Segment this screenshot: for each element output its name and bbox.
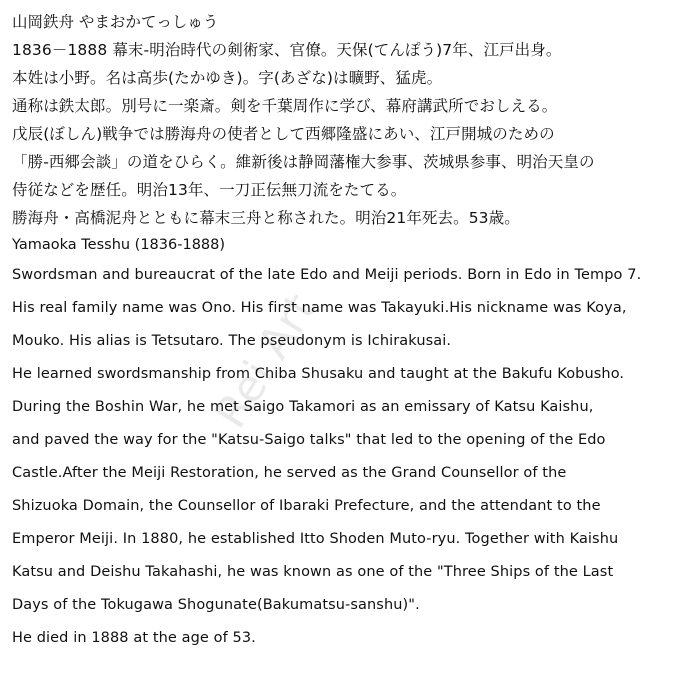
english-line: During the Boshin War, he met Saigo Takamori as an emissary of Katsu Kaishu, (12, 399, 594, 415)
japanese-line: 戊辰(ぼしん)戦争では勝海舟の使者として西郷隆盛にあい、江戸開城のための (12, 125, 555, 143)
japanese-line: 通称は鉄太郎。別号に一楽斎。剣を千葉周作に学び、幕府講武所でおしえる。 (12, 97, 558, 115)
japanese-line: 「勝-西郷会談」の道をひらく。維新後は静岡藩権大参事、茨城県参事、明治天皇の (12, 153, 595, 171)
watermark: Rei Art (205, 285, 327, 438)
japanese-line: 勝海舟・高橋泥舟とともに幕末三舟と称された。明治21年死去。53歳。 (12, 209, 520, 227)
english-line: He died in 1888 at the age of 53. (12, 630, 256, 646)
english-line: Emperor Meiji. In 1880, he established Itto Shoden Muto-ryu. Together with Kaishu (12, 531, 619, 547)
english-line: Mouko. His alias is Tetsutaro. The pseudonym is Ichirakusai. (12, 333, 452, 349)
japanese-line: 本姓は小野。名は高歩(たかゆき)。字(あざな)は曠野、猛虎。 (12, 69, 443, 87)
japanese-title: 山岡鉄舟 やまおかてっしゅう (12, 13, 219, 31)
english-line: and paved the way for the "Katsu-Saigo talks" that led to the opening of the Edo (12, 432, 606, 448)
english-line: He learned swordsmanship from Chiba Shusaku and taught at the Bakufu Kobusho. (12, 366, 625, 382)
english-title: Yamaoka Tesshu (1836-1888) (12, 237, 226, 253)
english-line: Days of the Tokugawa Shogunate(Bakumatsu-sanshu)". (12, 597, 420, 613)
english-line: His real family name was Ono. His first name was Takayuki.His nickname was Koya, (12, 300, 627, 316)
english-line: Shizuoka Domain, the Counsellor of Ibaraki Prefecture, and the attendant to the (12, 498, 601, 514)
english-line: Katsu and Deishu Takahashi, he was known as one of the "Three Ships of the Last (12, 564, 614, 580)
japanese-line: 侍従などを歴任。明治13年、一刀正伝無刀流をたてる。 (12, 181, 407, 199)
document-body (12, 8, 692, 655)
english-line: Swordsman and bureaucrat of the late Edo and Meiji periods. Born in Edo in Tempo 7. (12, 267, 642, 283)
japanese-line: 1836－1888 幕末-明治時代の剣術家、官僚。天保(てんぽう)7年、江戸出身。 (12, 41, 562, 59)
english-line: Castle.After the Meiji Restoration, he served as the Grand Counsellor of the (12, 465, 567, 481)
